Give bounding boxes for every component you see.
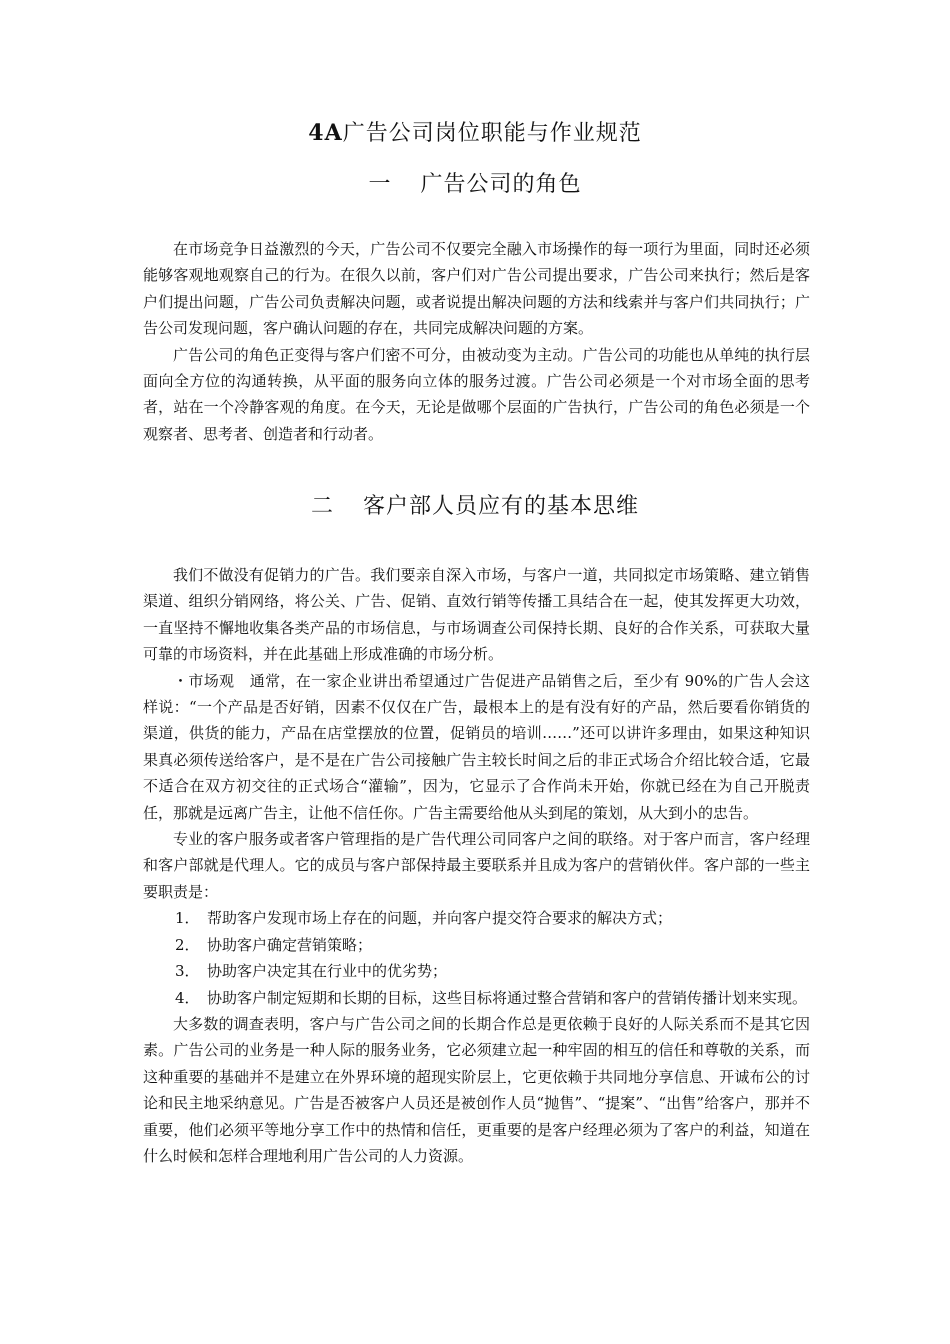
duties-list xyxy=(143,905,810,1011)
list-item: 1． 帮助客户发现市场上存在的问题，并向客户提交符合要求的解决方式； xyxy=(175,909,673,928)
list-item: 3． 协助客户决定其在行业中的优劣势； xyxy=(175,962,448,981)
section-title: 客户部人员应有的基本思维 xyxy=(362,494,639,519)
section-heading-2 xyxy=(0,492,950,522)
section-number: 一 xyxy=(368,172,392,197)
paragraph: 专业的客户服务或者客户管理指的是广告代理公司同客户之间的联络。对于客户而言，客户经理和客户部就是代理人。它的成员与客户部保持最主要联系并且成为客户的营销伙伴。客户部的一些主要职责是： xyxy=(143,830,810,901)
paragraph-market-view: ・市场观 通常，在一家企业讲出希望通过广告促进产品销售之后，至少有 90%的广告人会这样说：“一个产品是否好销，因素不仅仅在广告，最根本上的是有没有好的产品，然后要看你销货的渠道，供货的能力，产品在店堂摆放的位置，促销员的培训……”还可以讲许多理由，如果这种知识果真必须传送给客户，是不是在广告公司接触广告主较长时间之后的非正式场合介绍比较合适，它最不适合在双方初交往的正式场合“灌输”，因为，它显示了合作尚未开始，你就已经在为自己开脱责任，那就是远离广告主，让他不信任你。广告主需要给他从头到尾的策划，从大到小的忠告。 xyxy=(143,671,810,822)
paragraph: 广告公司的角色正变得与客户们密不可分，由被动变为主动。广告公司的功能也从单纯的执行层面向全方位的沟通转换，从平面的服务向立体的服务过渡。广告公司必须是一个对市场全面的思考者，站在一个冷静客观的角度。在今天，无论是做哪个层面的广告执行，广告公司的角色必须是一个观察者、思考者、创造者和行动者。 xyxy=(143,345,810,443)
section-heading-1 xyxy=(0,170,950,200)
title-prefix: 4A xyxy=(308,120,343,146)
document-title xyxy=(0,118,950,149)
list-item: 2． 协助客户确定营销策略； xyxy=(175,935,373,954)
section-2-body xyxy=(143,562,810,1169)
list-item: 4． 协助客户制定短期和长期的目标，这些目标将通过整合营销和客户的营销传播计划来实现。 xyxy=(175,988,808,1007)
paragraph: 我们不做没有促销力的广告。我们要亲自深入市场，与客户一道，共同拟定市场策略、建立销售渠道、组织分销网络，将公关、广告、促销、直效行销等传播工具结合在一起，使其发挥更大功效，一直坚持不懈地收集各类产品的市场信息，与市场调查公司保持长期、良好的合作关系，可获取大量可靠的市场资料，并在此基础上形成准确的市场分析。 xyxy=(143,566,810,664)
section-1-body xyxy=(143,236,810,447)
paragraph-closing: 大多数的调查表明，客户与广告公司之间的长期合作总是更依赖于良好的人际关系而不是其它因素。广告公司的业务是一种人际的服务业务，它必须建立起一种牢固的相互的信任和尊敬的关系，而这种重要的基础并不是建立在外界环境的超现实阶层上，它更依赖于共同地分享信息、开诚布公的讨论和民主地采纳意见。广告是否被客户人员还是被创作人员“抛售”、“提案”、“出售”给客户，那并不重要，他们必须平等地分享工作中的热情和信任，更重要的是客户经理必须为了客户的利益，知道在什么时候和怎样合理地利用广告公司的人力资源。 xyxy=(143,1014,810,1165)
section-title: 广告公司的角色 xyxy=(420,172,582,197)
title-text: 广告公司岗位职能与作业规范 xyxy=(342,121,642,146)
section-number: 二 xyxy=(310,494,334,519)
paragraph: 在市场竞争日益激烈的今天，广告公司不仅要完全融入市场操作的每一项行为里面，同时还必须能够客观地观察自己的行为。在很久以前，客户们对广告公司提出要求，广告公司来执行；然后是客户们提出问题，广告公司负责解决问题，或者说提出解决问题的方法和线索并与客户们共同执行；广告公司发现问题，客户确认问题的存在，共同完成解决问题的方案。 xyxy=(143,240,810,338)
